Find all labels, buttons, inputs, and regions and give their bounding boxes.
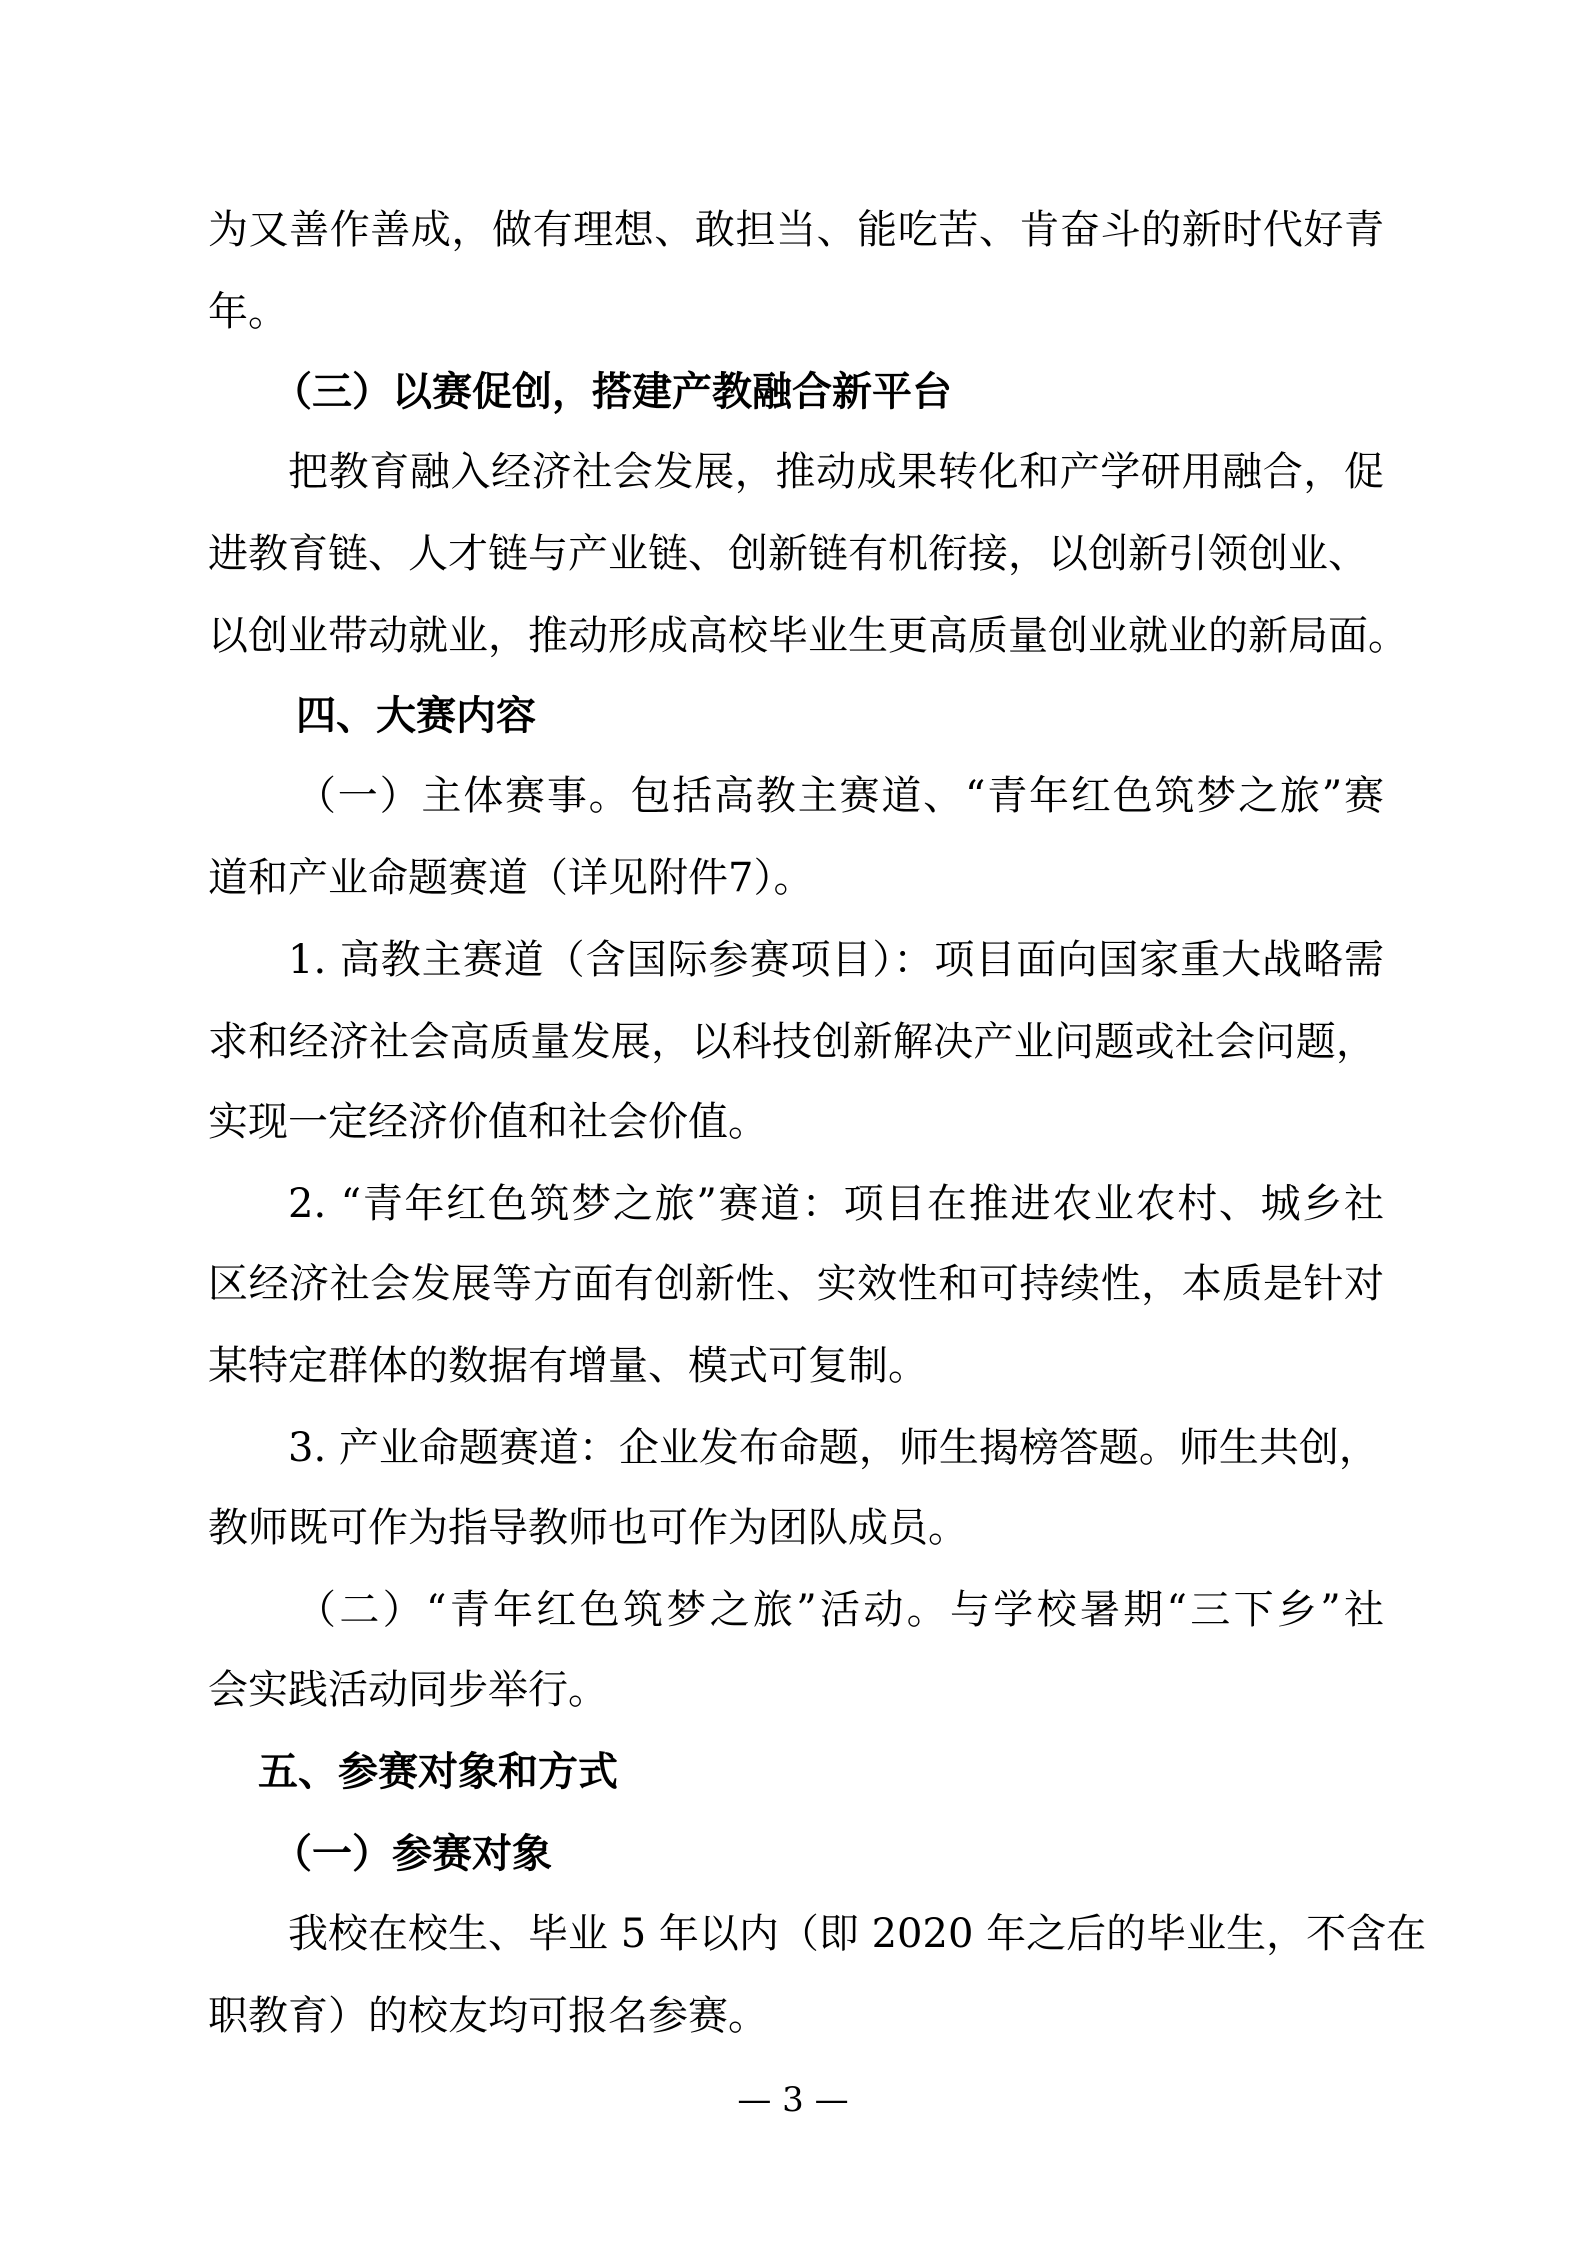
paragraph-line: 区经济社会发展等方面有创新性、实效性和可持续性，本质是针对 (208, 1261, 1384, 1307)
paragraph-line: 某特定群体的数据有增量、模式可复制。 (208, 1343, 928, 1389)
paragraph-line: 进教育链、人才链与产业链、创新链有机衔接，以创新引领创业、 (208, 531, 1368, 577)
paragraph-line: 1. 高教主赛道（含国际参赛项目）：项目面向国家重大战略需 (288, 937, 1384, 983)
paragraph-line: 职教育）的校友均可报名参赛。 (208, 1993, 768, 2039)
paragraph-line: 实现一定经济价值和社会价值。 (208, 1099, 768, 1145)
paragraph-line: 2. “青年红色筑梦之旅”赛道：项目在推进农业农村、城乡社 (288, 1181, 1384, 1227)
paragraph-line: 为又善作善成，做有理想、敢担当、能吃苦、肯奋斗的新时代好青 (208, 207, 1384, 253)
subsection-heading: （三）以赛促创，搭建产教融合新平台 (272, 368, 952, 415)
section-heading: 四、大赛内容 (296, 693, 536, 739)
paragraph-line: 3. 产业命题赛道：企业发布命题，师生揭榜答题。师生共创， (288, 1425, 1379, 1471)
paragraph-line: 道和产业命题赛道（详见附件7）。 (208, 855, 814, 901)
paragraph-line: 教师既可作为指导教师也可作为团队成员。 (208, 1505, 968, 1551)
paragraph-line: 求和经济社会高质量发展，以科技创新解决产业问题或社会问题， (208, 1019, 1376, 1065)
paragraph-line: 把教育融入经济社会发展，推动成果转化和产学研用融合，促 (288, 449, 1384, 495)
paragraph-line: （二）“青年红色筑梦之旅”活动。与学校暑期“三下乡”社 (296, 1587, 1384, 1633)
paragraph-line: 年。 (208, 289, 288, 335)
page-number: — 3 — (737, 2080, 849, 2120)
paragraph-line: 以创业带动就业，推动形成高校毕业生更高质量创业就业的新局面。 (208, 613, 1408, 659)
paragraph-line: （一）主体赛事。包括高教主赛道、“青年红色筑梦之旅”赛 (296, 773, 1384, 819)
paragraph-line: 会实践活动同步举行。 (208, 1667, 608, 1713)
paragraph-line: 我校在校生、毕业 5 年以内（即 2020 年之后的毕业生，不含在 (288, 1911, 1427, 1957)
subsection-heading: （一）参赛对象 (272, 1830, 552, 1877)
section-heading: 五、参赛对象和方式 (258, 1749, 618, 1795)
